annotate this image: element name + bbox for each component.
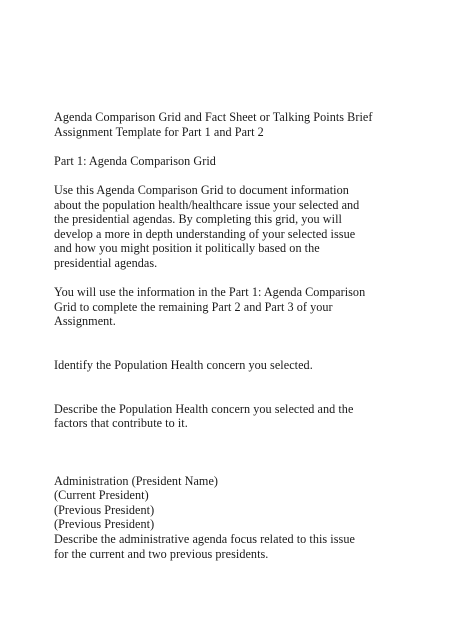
current-president-label: (Current President) (54, 488, 149, 503)
spacer (54, 168, 414, 183)
document-title: Agenda Comparison Grid and Fact Sheet or Talking Points Brief Assignment Template for Part 1 and Part 2 (54, 110, 373, 139)
previous-president-label-2: (Previous President) (54, 517, 155, 532)
instructions-paragraph: You will use the information in the Part 1: Agenda Comparison Grid to complete the remaining Part 2 and Part 3 of your Assignment. (54, 285, 366, 329)
spacer (54, 329, 414, 358)
administration-header: Administration (President Name) (54, 473, 219, 488)
spacer (54, 373, 414, 402)
intro-paragraph: Use this Agenda Comparison Grid to document information about the population health/healthcare issue your selected and the presidential agendas. By completing this grid, you will develop a more in depth understanding of your selected issue and how you might position it politically based on the presidential agendas. (54, 182, 360, 270)
spacer (54, 431, 414, 474)
previous-president-label-1: (Previous President) (54, 502, 155, 517)
agenda-prompt: Describe the administrative agenda focus related to this issue for the current and two previous presidents. (54, 532, 355, 561)
document-body (54, 110, 414, 561)
identify-prompt: Identify the Population Health concern you selected. (54, 357, 313, 372)
describe-prompt: Describe the Population Health concern you selected and the factors that contribute to it. (54, 401, 354, 431)
spacer (54, 139, 414, 154)
part1-heading: Part 1: Agenda Comparison Grid (54, 153, 216, 168)
spacer (54, 271, 414, 286)
